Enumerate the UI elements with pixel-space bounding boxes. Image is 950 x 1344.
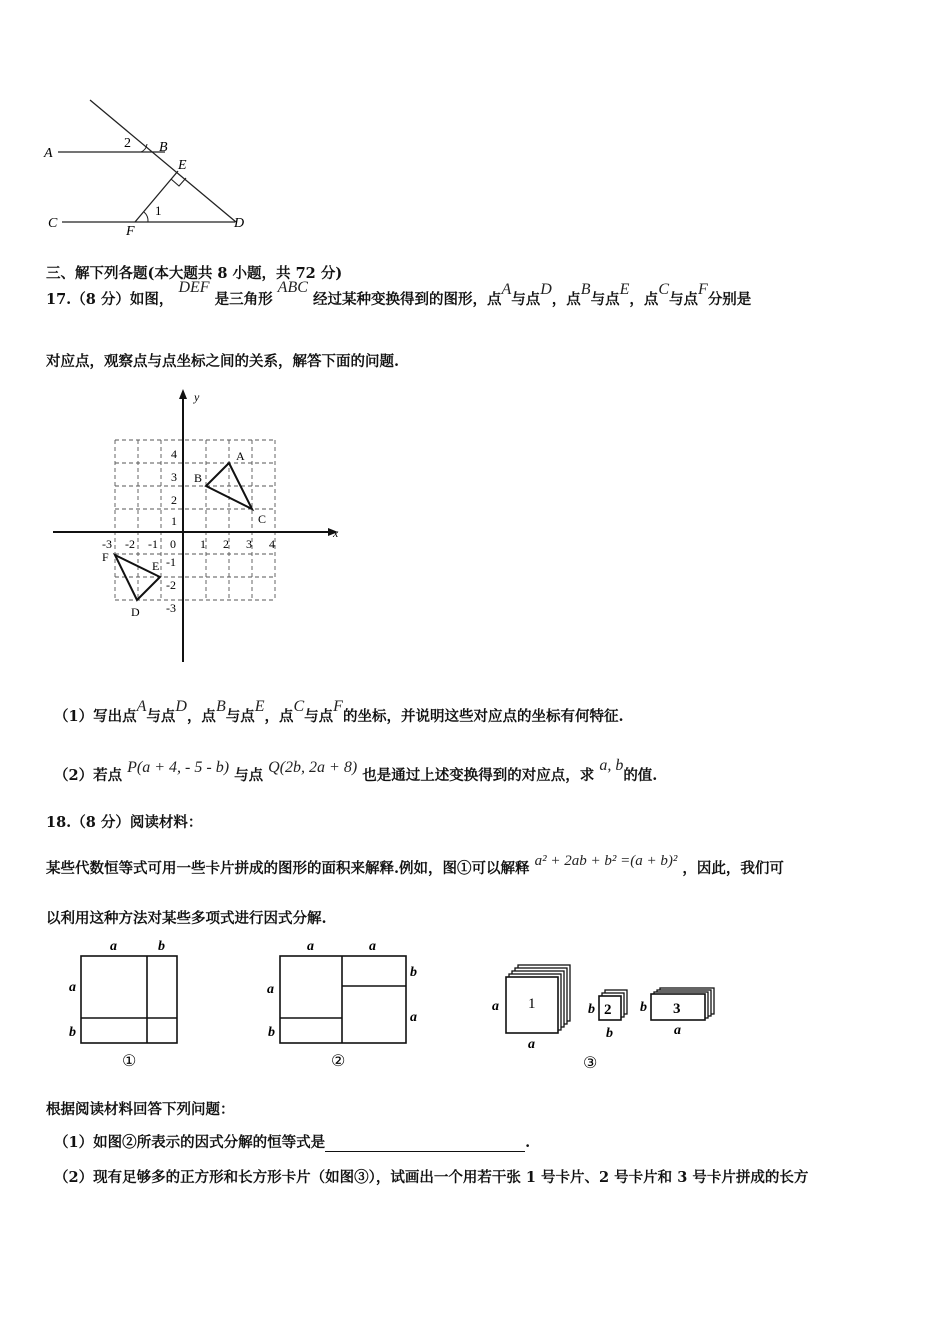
fig1-outer (81, 956, 177, 1043)
math-identity: a² + 2ab + b² =(a + b)² (534, 853, 678, 869)
fig1-left-b: b (69, 1025, 76, 1040)
label-e: E (178, 158, 187, 173)
label-b: B (159, 140, 168, 155)
card-1-side-a: a (492, 999, 499, 1014)
label-a: A (44, 146, 53, 161)
math-point-q: Q(2b, 2a + 8) (268, 759, 358, 776)
q17-math: C (658, 281, 670, 298)
y-tick: -2 (166, 578, 176, 592)
q17-math-def: DEF (178, 279, 210, 296)
x-tick: 2 (223, 537, 229, 551)
q17-text: 与点 (590, 291, 620, 308)
y-tick: -1 (166, 555, 176, 569)
grid-lines (115, 440, 275, 600)
q18-line-2: 以利用这种方法对某些多项式进行因式分解. (46, 910, 327, 927)
q17-part-1 (54, 698, 624, 726)
text: ，点 (186, 708, 216, 725)
card-2-bottom-b: b (606, 1026, 613, 1041)
right-angle-mark (171, 178, 186, 186)
text: 的坐标，并说明这些对应点的坐标有何特征. (342, 708, 624, 725)
label-c: C (48, 216, 58, 231)
q17-line-1 (46, 279, 752, 309)
coordinate-grid-figure (48, 384, 348, 666)
text: 也是通过上述变换得到的对应点，求 (362, 767, 595, 784)
text: 与点 (304, 708, 334, 725)
q17-part-2 (54, 757, 658, 785)
card-1-stack (506, 965, 570, 1033)
math-point-p: P(a + 4, - 5 - b) (127, 759, 230, 776)
fig1-top-a: a (110, 939, 117, 954)
fig2-left-a: a (267, 982, 274, 997)
q17-math: E (619, 281, 630, 298)
q17-math: A (501, 281, 512, 298)
y-tick: 1 (171, 514, 177, 528)
text: （2）若点 (54, 767, 123, 784)
figure-3 (488, 950, 728, 1075)
text: ，点 (264, 708, 294, 725)
q17-text: 是三角形 (214, 291, 273, 308)
y-axis-label: y (194, 390, 200, 404)
point-f-label: F (102, 550, 109, 564)
answer-blank[interactable] (325, 1137, 525, 1152)
x-tick: 1 (200, 537, 206, 551)
parallel-lines-figure (40, 95, 260, 240)
q18-line-3: 根据阅读材料回答下列问题： (46, 1101, 235, 1118)
q17-math: B (580, 281, 591, 298)
q17-math-abc: ABC (277, 279, 308, 296)
q17-number: 17.（8 分）如图， (46, 291, 174, 308)
y-tick: 2 (171, 493, 177, 507)
card-1-number: 1 (528, 996, 536, 1012)
fig1-caption: ① (122, 1053, 137, 1070)
y-axis-arrow (179, 389, 187, 399)
q17-math: D (540, 281, 552, 298)
label-1: 1 (155, 203, 162, 218)
card-3-number: 3 (673, 1001, 681, 1017)
fig2-top-a1: a (307, 939, 314, 954)
label-f: F (126, 224, 135, 239)
math: B (215, 698, 226, 715)
q18-heading: 18.（8 分）阅读材料： (46, 814, 203, 831)
q17-text: 经过某种变换得到的图形，点 (312, 291, 502, 308)
figure-2 (260, 936, 430, 1071)
q18-part-1 (54, 1131, 530, 1152)
label-d: D (234, 216, 245, 231)
q17-math: F (698, 281, 708, 298)
label-2: 2 (124, 136, 131, 151)
card-3-side-b: b (640, 1000, 647, 1015)
q17-text: ，点 (629, 291, 659, 308)
x-axis-label: x (333, 526, 339, 540)
y-tick: -3 (166, 601, 176, 615)
point-a-label: A (236, 449, 245, 463)
text: ，因此，我们可 (682, 860, 784, 877)
fig3-caption: ③ (583, 1055, 598, 1072)
text: （1）如图②所表示的因式分解的恒等式是 (54, 1134, 326, 1151)
text: . (525, 1134, 531, 1151)
card-2-side-b: b (588, 1002, 595, 1017)
section-heading: 三、解下列各题(本大题共 8 小题，共 72 分) (46, 265, 343, 282)
origin-label: 0 (170, 537, 176, 551)
text: 与点 (234, 767, 264, 784)
card-3-stack (651, 988, 714, 1020)
x-tick: -3 (102, 537, 112, 551)
text: 的值. (623, 767, 658, 784)
fig1-top-b: b (158, 939, 165, 954)
q18-line-1 (46, 853, 784, 878)
x-tick: 4 (269, 537, 275, 551)
math: A (136, 698, 147, 715)
text: 与点 (225, 708, 255, 725)
fig2-left-b: b (268, 1025, 275, 1040)
math-ab: a, b (599, 757, 624, 774)
x-tick-labels (102, 537, 275, 551)
q17-text: ，点 (551, 291, 581, 308)
math: F (333, 698, 343, 715)
text: 与点 (146, 708, 176, 725)
q17-text: 与点 (669, 291, 699, 308)
q17-text: 分别是 (707, 291, 752, 308)
fig2-right-a: a (410, 1010, 417, 1025)
fig2-right-b: b (410, 965, 417, 980)
y-tick: 4 (171, 447, 177, 461)
fig2-outer (280, 956, 406, 1043)
card-1-bottom-a: a (528, 1037, 535, 1052)
point-b-label: B (194, 471, 203, 485)
text: （1）写出点 (54, 708, 137, 725)
angle-1-arc (144, 212, 148, 222)
q17-line-2: 对应点，观察点与点坐标之间的关系，解答下面的问题. (46, 353, 400, 370)
math: E (254, 698, 265, 715)
text: 某些代数恒等式可用一些卡片拼成的图形的面积来解释.例如，图①可以解释 (46, 860, 530, 877)
point-e-label: E (152, 559, 160, 573)
y-tick: 3 (171, 470, 177, 484)
card-2-number: 2 (604, 1002, 612, 1018)
fig2-caption: ② (331, 1053, 346, 1070)
x-tick: -2 (125, 537, 135, 551)
fig1-left-a: a (69, 980, 76, 995)
math: D (175, 698, 187, 715)
card-3-bottom-a: a (674, 1023, 681, 1038)
x-tick: -1 (148, 537, 158, 551)
figure-1 (60, 936, 190, 1071)
x-tick: 3 (246, 537, 252, 551)
fig2-top-a2: a (369, 939, 376, 954)
q18-part-2: （2）现有足够多的正方形和长方形卡片（如图③），试画出一个用若干张 1 号卡片、2 号卡片和 3 号卡片拼成的长方 (54, 1169, 809, 1186)
point-c-label: C (258, 512, 267, 526)
line-bd (90, 100, 236, 222)
math: C (293, 698, 305, 715)
q17-text: 与点 (511, 291, 541, 308)
point-d-label: D (131, 605, 140, 619)
